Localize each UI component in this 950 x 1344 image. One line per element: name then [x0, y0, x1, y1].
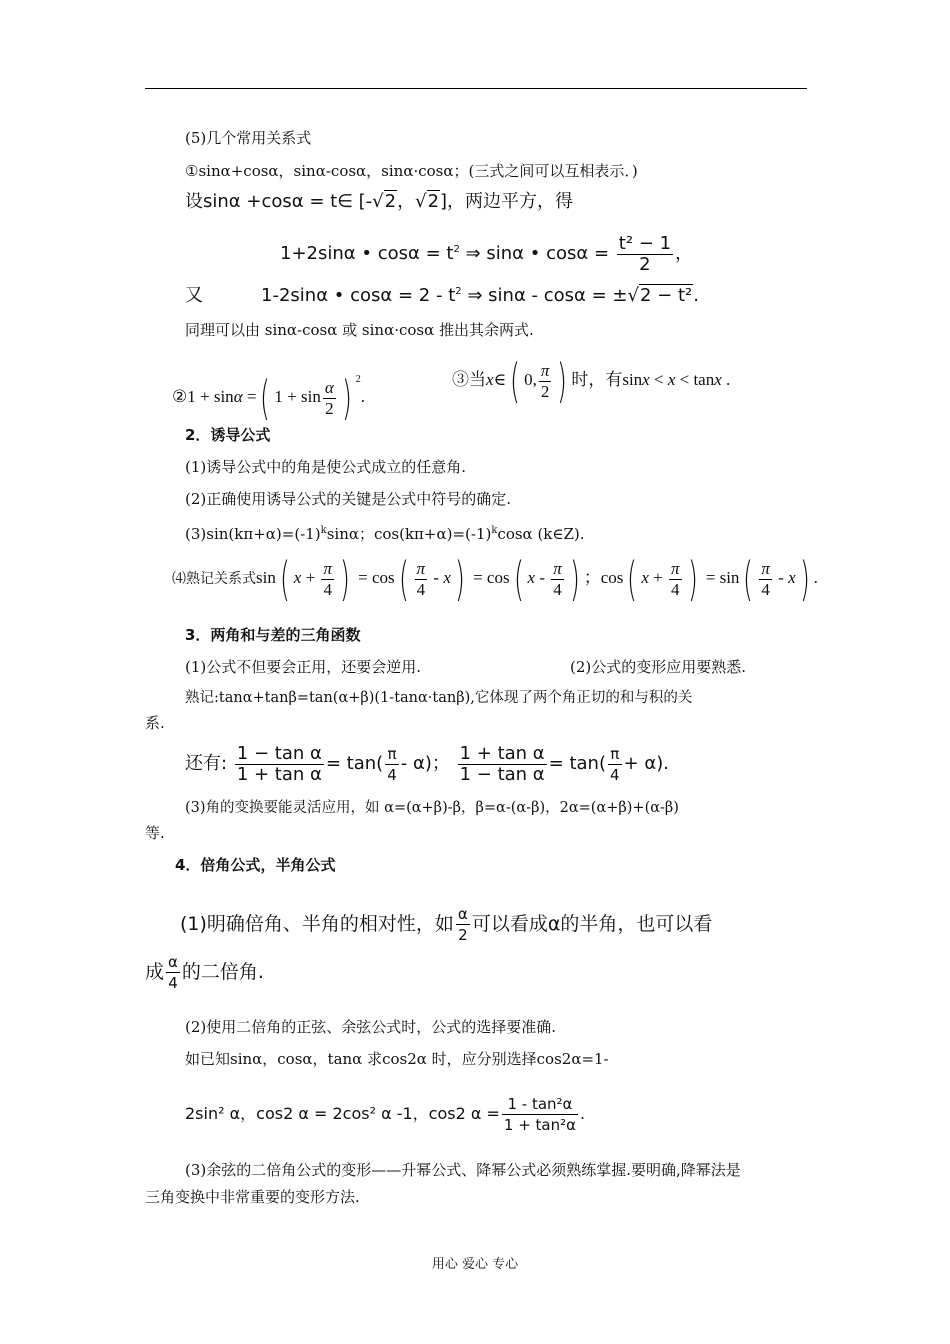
similar-derivation-text: 同理可以由 sinα-cosα 或 sinα·cosα 推出其余两式. — [185, 321, 534, 339]
s2-point3: $(3)\sin(k\pi+\alpha)=(-1)^k\sin\alpha$；$\cos(k\pi+\alpha)=(-1)^k\cos\alpha$ (k∈Z). — [185, 525, 585, 543]
s2-point4: ⑷熟记关系式sin( x + $\frac{\pi}{4}$ ) = cos( $\frac{\pi}{4}$ - x) = cos( x - $\frac{\pi}{4}$ ) ；cos( x + $\frac{\pi}{4}$ ) = sin( $\frac{\pi}{4}$ - x) . — [172, 552, 818, 607]
s4-point1-cont: 成 $\frac{\alpha}{4}$ 的二倍角. — [145, 953, 264, 992]
s4-point2: (2)使用二倍角的正弦、余弦公式时，公式的选择要准确. — [185, 1018, 557, 1036]
difference-formula-line: 又 1-2sinα • $\cos\alpha = 2 - t^2$ ⇒ sinα - cosα = ±√2 − t². — [185, 285, 699, 306]
s4-point1: (1)明确倍角、半角的相对性，如 $\frac{\alpha}{2}$ 可以看成α的半角，也可以看 — [180, 905, 713, 944]
section2-heading: 2．诱导公式 — [185, 426, 271, 444]
section4-heading: 4．倍角公式，半角公式 — [175, 856, 336, 874]
formula-3: ③当x∈( 0, $\frac{\pi}{2}$ ) 时，有sinx < x < tanx . — [452, 354, 731, 409]
s3-also-formula: 还有: $\frac{\text{1 − tan α}}{\text{1 + tan α}}$ = tan( $\frac{\pi}{4}$ - α)； $\frac{\text{1 + tan α}}{\text{1 − tan α}}$ = tan( $\frac{\pi}{4}$ + α). — [185, 742, 669, 785]
s4-point3: (3)余弦的二倍角公式的变形——升幂公式、降幂公式必须熟练掌握.要明确,降幂法是 — [185, 1161, 741, 1179]
square-formula-line: 1+2sinα • $\cos\alpha = t^2$ ⇒ sinα • cosα = $\frac{\text{t² − 1}}{2}$ ， — [280, 232, 694, 275]
s3-point1: (1)公式不但要会正用，还要会逆用. — [185, 658, 422, 676]
s3-memorize-cont: 系. — [145, 714, 165, 732]
s4-given: 如已知sinα，cosα，tanα 求cos2α 时，应分别选择cos2α=1- — [185, 1050, 609, 1068]
s3-point2: (2)公式的变形应用要熟悉. — [570, 658, 747, 676]
s3-angle-transform: (3)角的变换要能灵活应用，如 α=(α+β)-β，β=α-(α-β)，2α=(α+β)+(α-β) — [185, 800, 679, 816]
s2-point1: (1)诱导公式中的角是使公式成立的任意角. — [185, 458, 467, 476]
section3-heading: 3．两角和与差的三角函数 — [185, 626, 361, 644]
formula-2: ②1 + sinα =( 1 + sin $\frac{\alpha}{2}$ ) $^2$. — [172, 371, 365, 426]
s3-angle-transform-cont: 等. — [145, 824, 165, 842]
section5-heading: (5)几个常用关系式 — [185, 129, 312, 147]
identity-list: ①sinα+cosα，sinα-cosα，sinα·cosα；(三式之间可以互相表示．) — [185, 162, 638, 180]
s2-point2: (2)正确使用诱导公式的关键是公式中符号的确定. — [185, 490, 512, 508]
header-rule — [145, 88, 807, 89]
substitution-line: 设sinα +cosα = t∈ [-√2，√2]，两边平方，得 — [185, 191, 574, 212]
s4-point3-cont: 三角变换中非常重要的变形方法. — [145, 1188, 360, 1206]
s3-memorize: 熟记:tanα+tanβ=tan(α+β)(1-tanα·tanβ),它体现了两个角正切的和与积的关 — [185, 690, 693, 706]
fraction-t: $\frac{\text{t² − 1}}{2}$ — [618, 232, 672, 275]
page-footer: 用心 爱心 专心 — [431, 1257, 519, 1272]
s4-cos2-formulas: 2sin² α，cos2 α = 2cos² α -1，cos2 α = $\frac{\text{1 - tan²α}}{\text{1 + tan²α}}$ . — [185, 1095, 586, 1134]
